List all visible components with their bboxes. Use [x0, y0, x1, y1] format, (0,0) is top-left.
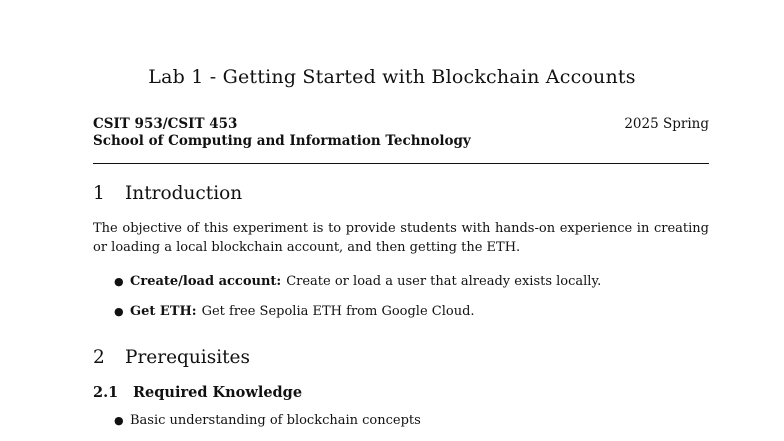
subsection-title: Required Knowledge — [133, 384, 303, 401]
section-title: Introduction — [125, 183, 243, 204]
section-heading-prerequisites — [93, 347, 250, 368]
document-title: Lab 1 - Getting Started with Blockchain Accounts — [148, 66, 636, 88]
term-label: 2025 Spring — [624, 116, 709, 132]
subsection-heading-required-knowledge — [93, 384, 302, 401]
bullet-icon: ● — [114, 275, 124, 288]
subsection-number: 2.1 — [93, 384, 119, 401]
section-number: 1 — [93, 183, 105, 204]
list-item-text: Basic understanding of blockchain concepts — [130, 413, 421, 428]
bullet-icon: ● — [114, 414, 124, 427]
list-item-text: Get free Sepolia ETH from Google Cloud. — [201, 304, 475, 319]
header-divider — [93, 163, 709, 164]
section-title: Prerequisites — [125, 347, 250, 368]
introduction-paragraph: The objective of this experiment is to provide students with hands-on experience in creating or loading a local blockchain account, and then getting the ETH. — [93, 221, 709, 255]
course-header-row — [93, 116, 709, 132]
list-item — [114, 274, 601, 289]
list-item — [114, 413, 421, 428]
course-code: CSIT 953/CSIT 453 — [93, 116, 238, 132]
list-item-label: Get ETH: — [130, 304, 197, 319]
school-name: School of Computing and Information Technology — [93, 133, 471, 149]
list-item-text: Create or load a user that already exists locally. — [286, 274, 602, 289]
section-heading-introduction — [93, 183, 242, 204]
list-item-label: Create/load account: — [130, 274, 282, 289]
section-number: 2 — [93, 347, 105, 368]
list-item — [114, 304, 475, 319]
bullet-icon: ● — [114, 305, 124, 318]
